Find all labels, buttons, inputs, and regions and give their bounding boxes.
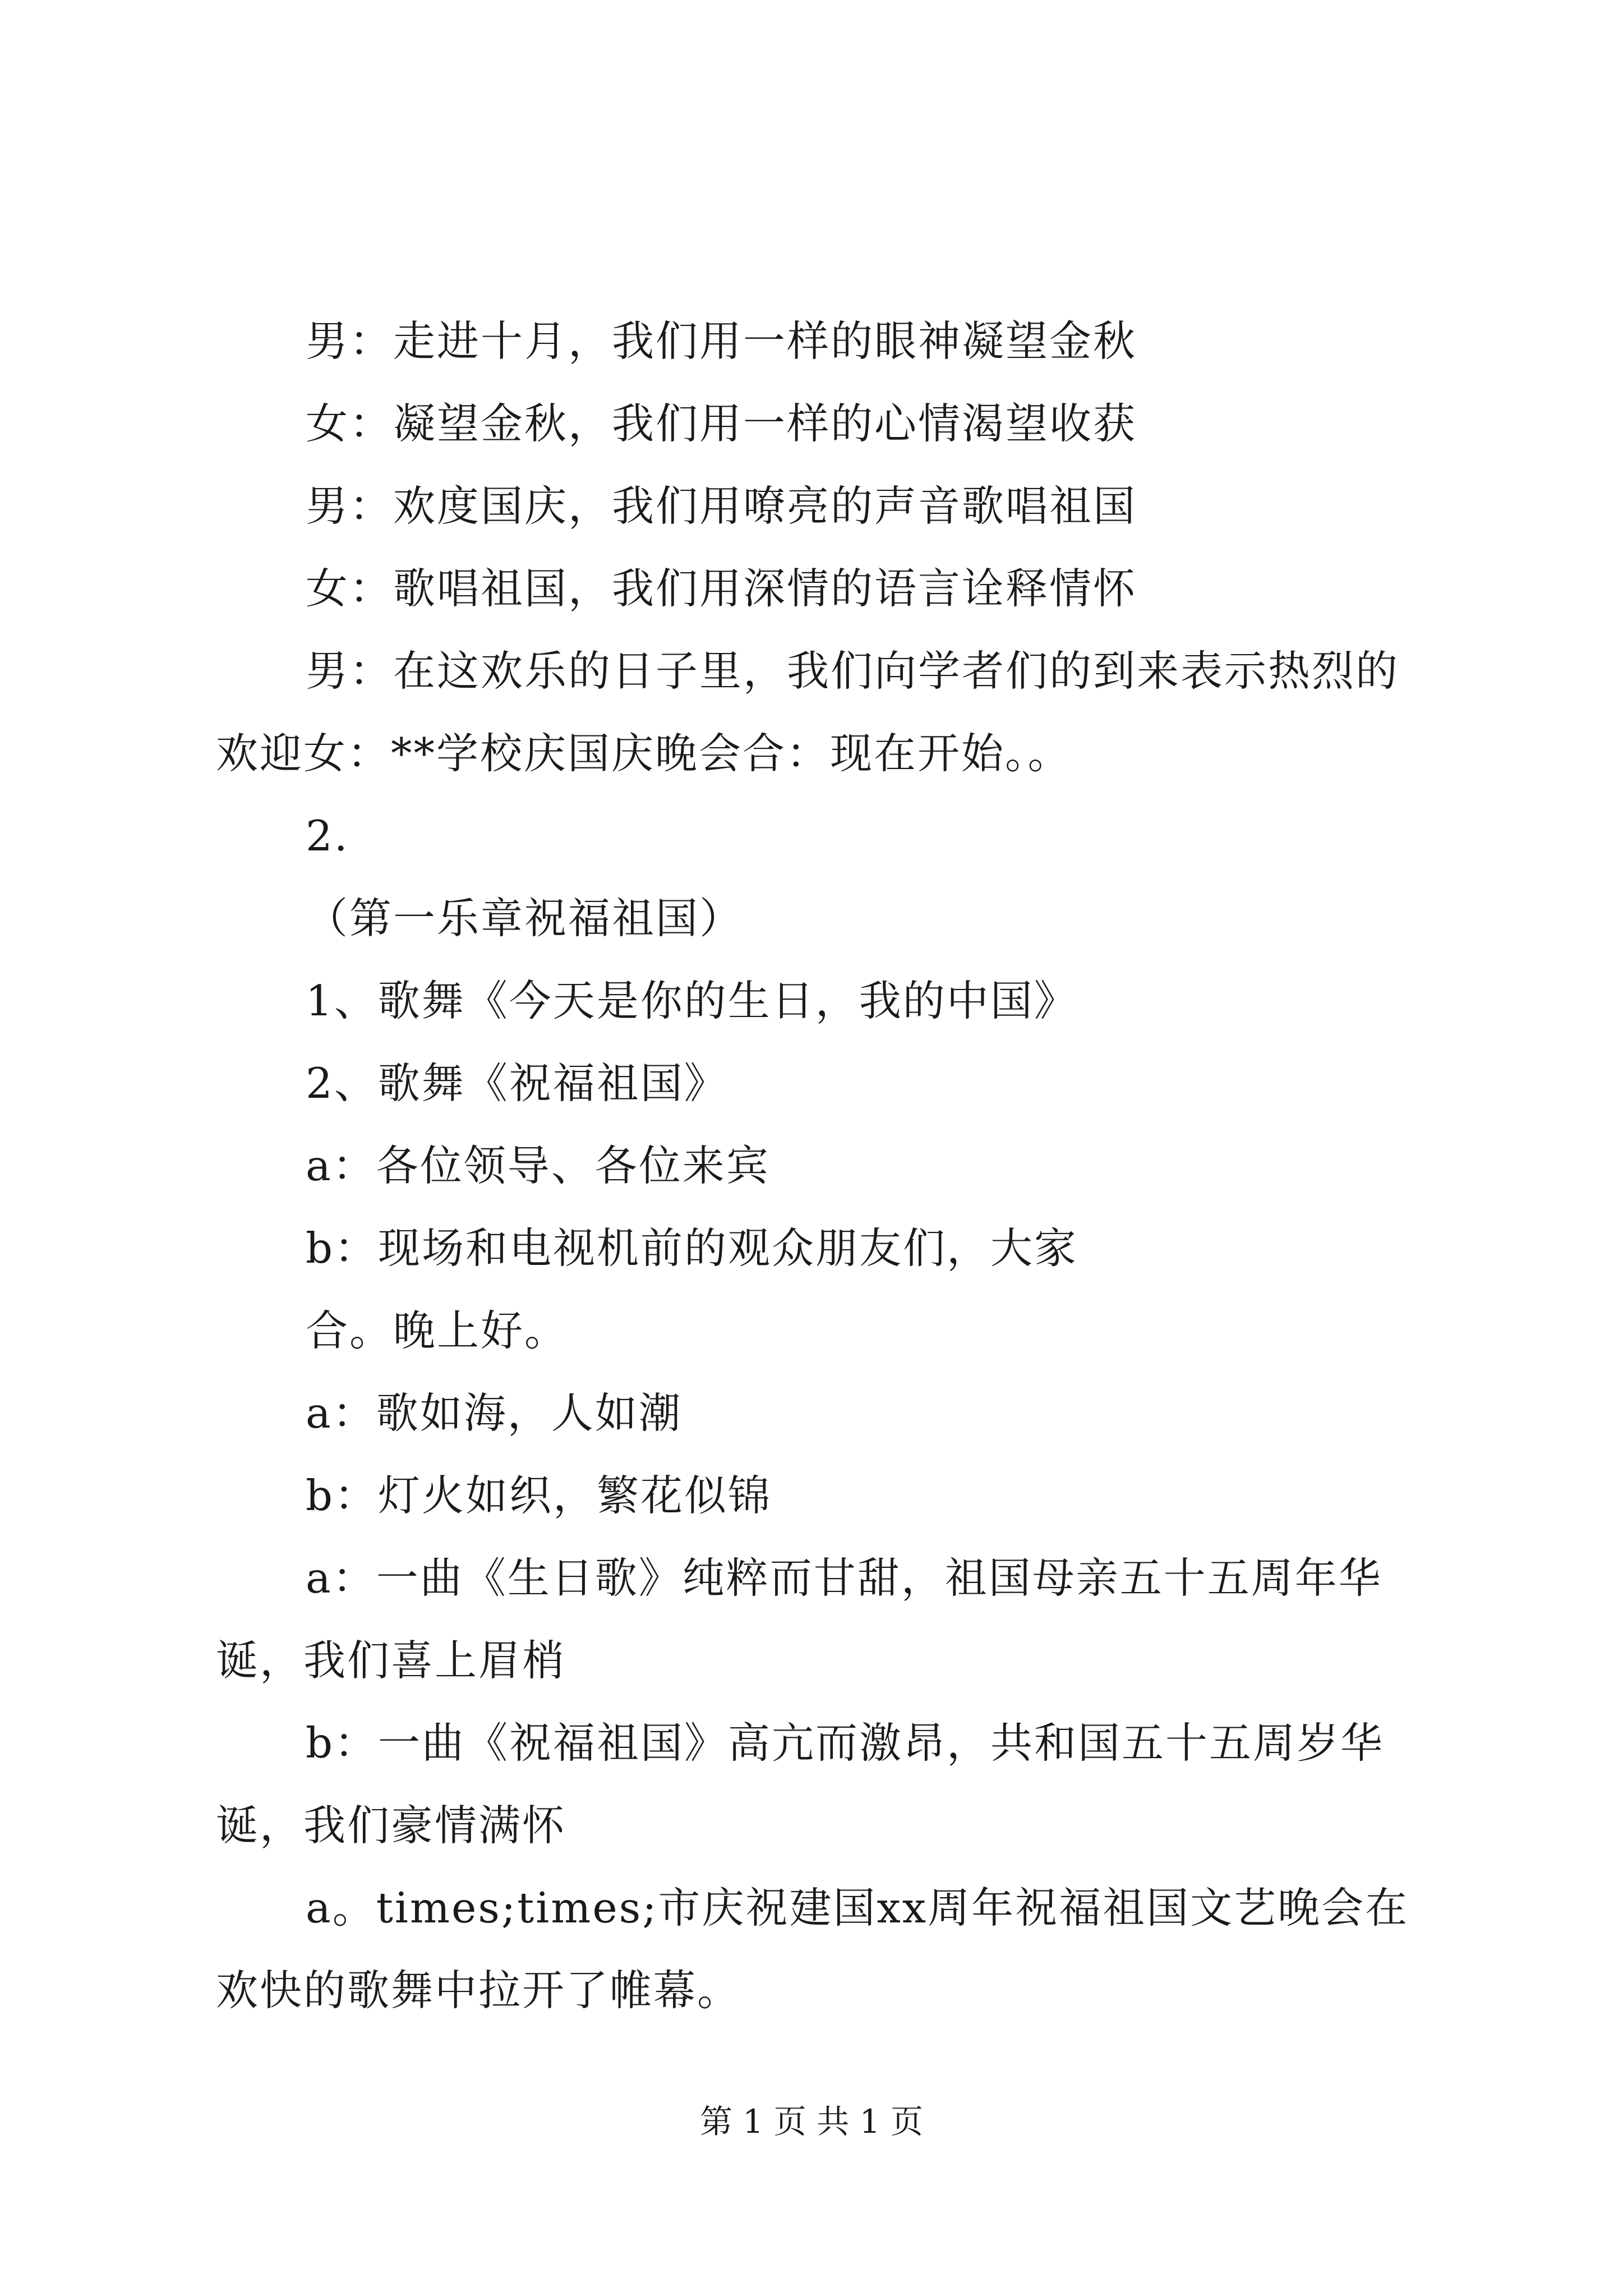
paragraph: 男：走进十月，我们用一样的眼神凝望金秋 [306,316,1137,366]
paragraph: b：现场和电视机前的观众朋友们，大家 [306,1223,1078,1273]
paragraph: b：一曲《祝福祖国》高亢而激昂，共和国五十五周岁华诞，我们豪情满怀 [216,1718,1385,1850]
paragraph: a。times;times;市庆祝建国xx周年祝福祖国文艺晚会在欢快的歌舞中拉开了帷幕。 [216,1883,1409,2015]
paragraph: 1、歌舞《今天是你的生日，我的中国》 [306,976,1078,1025]
paragraph: a：一曲《生日歌》纯粹而甘甜，祖国母亲五十五周年华诞，我们喜上眉梢 [216,1553,1382,1685]
paragraph: a：歌如海，人如潮 [306,1388,683,1438]
paragraph: a：各位领导、各位来宾 [306,1141,770,1190]
paragraph: 女：歌唱祖国，我们用深情的语言诠释情怀 [306,564,1137,613]
paragraph: b：灯火如织，繁花似锦 [306,1471,772,1520]
paragraph: 2、歌舞《祝福祖国》 [306,1059,728,1108]
paragraph: 合。晚上好。 [306,1306,569,1355]
document-body [216,300,1438,2032]
page-footer: 第 1 页 共 1 页 [700,2102,923,2141]
paragraph: （第一乐章祝福祖国） [306,894,744,943]
paragraph: 男：在这欢乐的日子里，我们向学者们的到来表示热烈的欢迎女：**学校庆国庆晚会合：现在开始。。 [216,646,1400,778]
paragraph: 2. [306,811,349,861]
paragraph: 男：欢度国庆，我们用嘹亮的声音歌唱祖国 [306,481,1137,531]
paragraph: 女：凝望金秋，我们用一样的心情渴望收获 [306,399,1137,448]
